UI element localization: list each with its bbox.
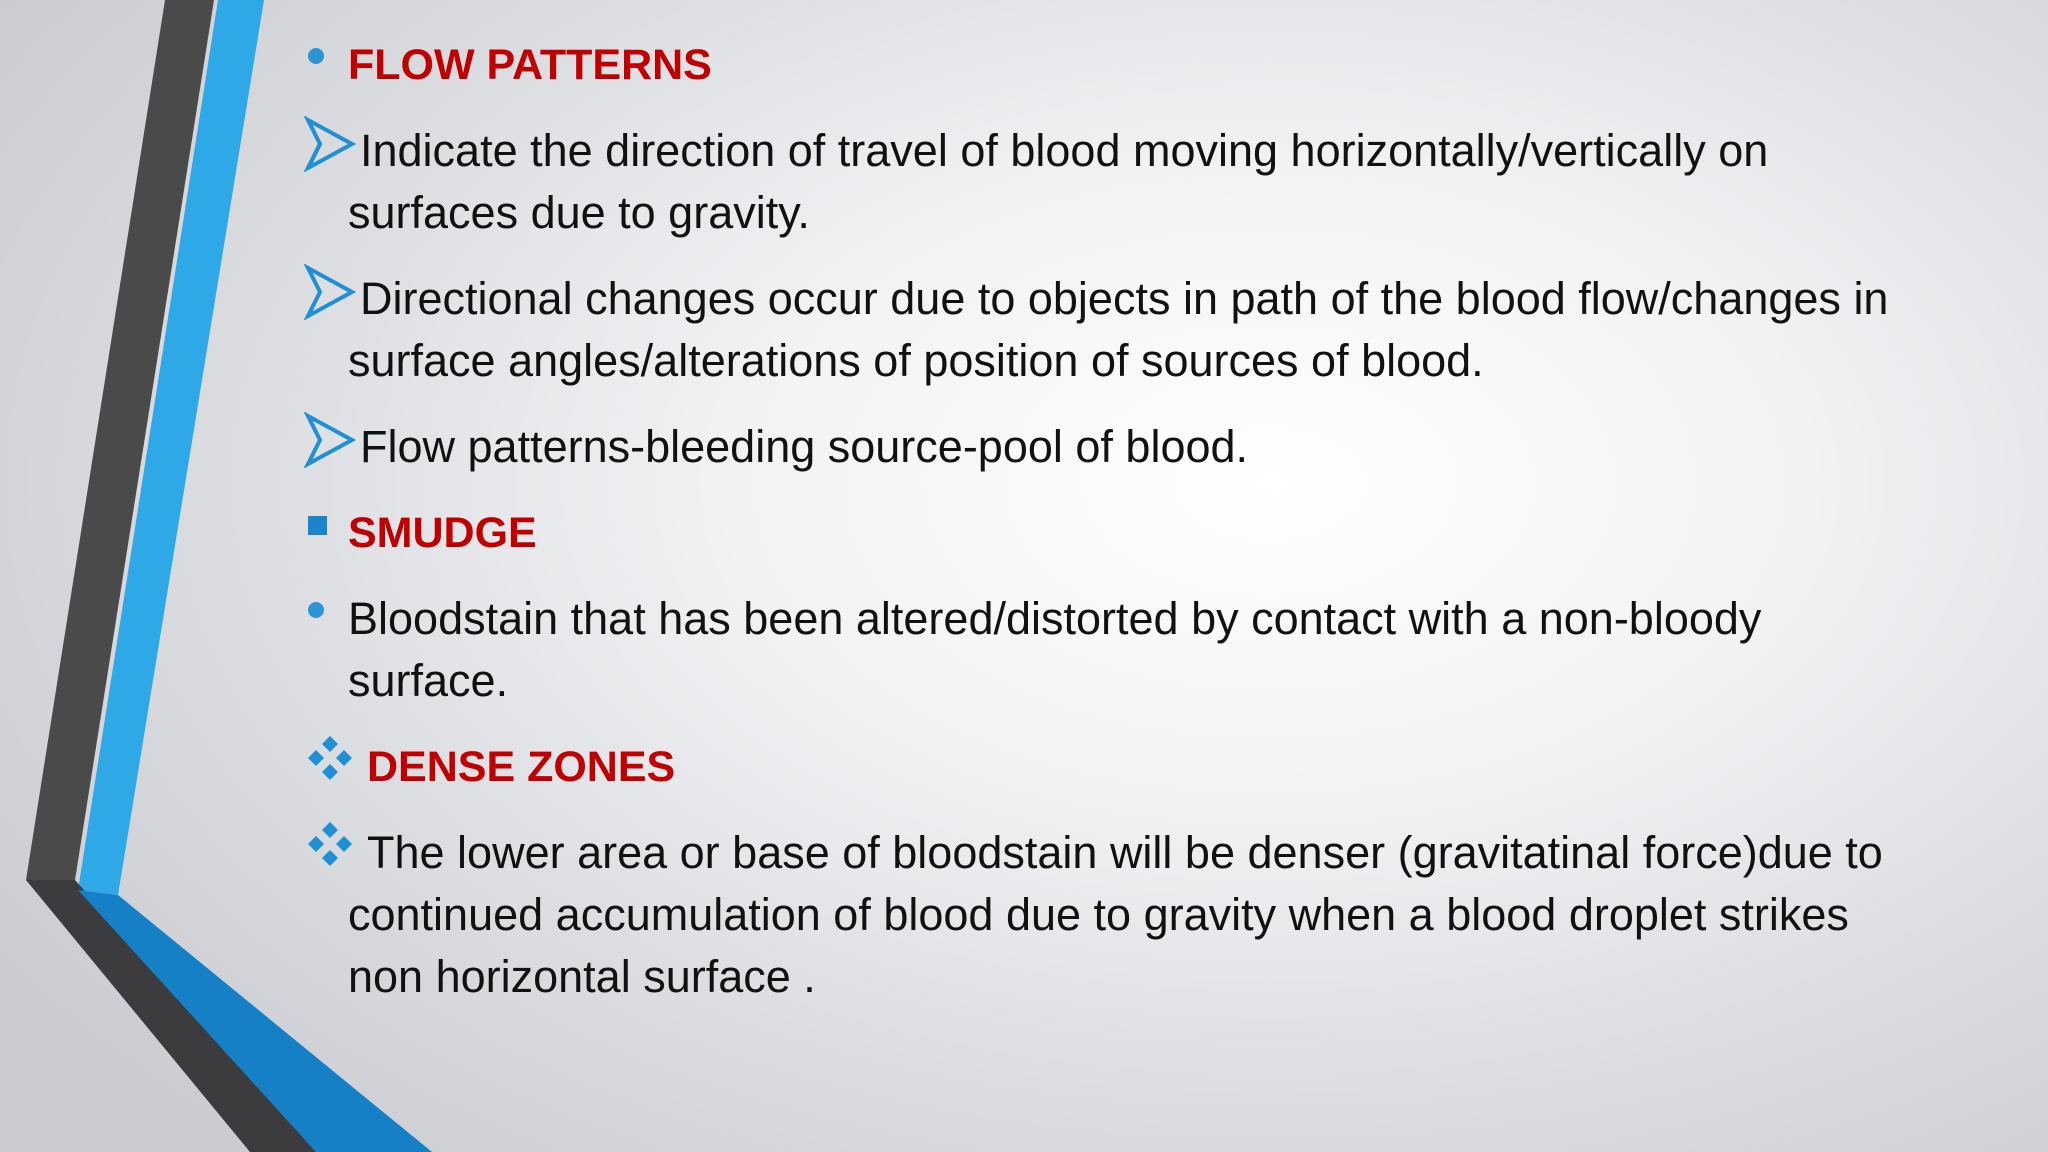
diamond-bullet-icon [302,730,358,786]
arrow-bullet-icon [304,264,356,320]
square-bullet-icon [308,516,327,535]
list-item: Directional changes occur due to objects in path of the blood flow/changes in surface angles/alterations of position of sources of blood. [300,268,2000,392]
section-heading-dense-zones: DENSE ZONES [300,736,2000,798]
section-heading-flow-patterns: FLOW PATTERNS [300,34,2000,96]
dark-stripe-lower [26,880,316,1152]
list-item: Flow patterns-bleeding source-pool of blood. [300,416,2000,478]
arrow-bullet-icon [304,116,356,172]
dot-bullet-icon [308,602,324,618]
list-item: Indicate the direction of travel of blood moving horizontally/vertically on surfaces due to gravity. [300,120,2000,244]
dot-bullet-icon [308,48,324,64]
section-heading-smudge: SMUDGE [300,502,2000,564]
list-item: The lower area or base of bloodstain will be denser (gravitatinal force)due to continued accumulation of blood due to gravity when a blood droplet strikes non horizontal surface . [300,822,2000,1008]
list-item: Bloodstain that has been altered/distorted by contact with a non-bloody surface. [300,588,2000,712]
slide-content [300,34,2000,1008]
arrow-bullet-icon [304,412,356,468]
diamond-bullet-icon [302,816,358,872]
